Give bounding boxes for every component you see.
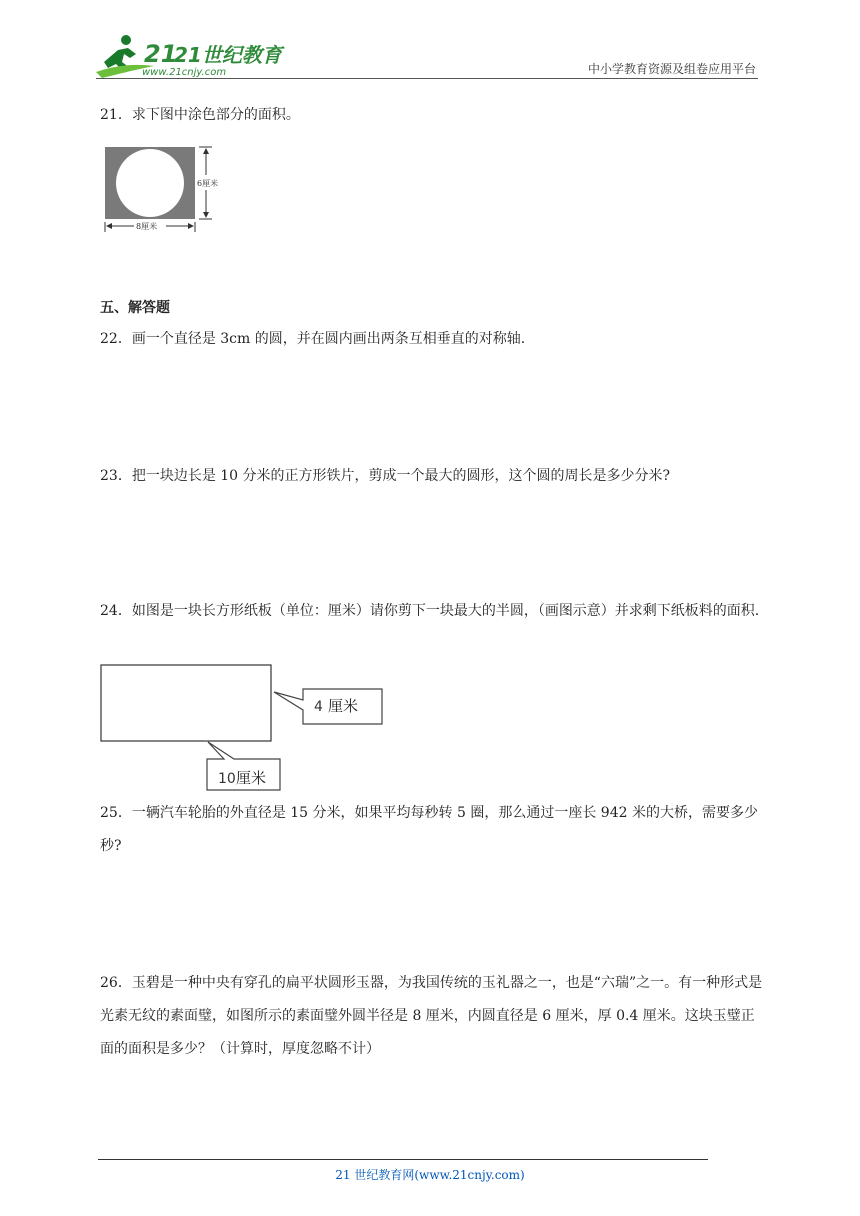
svg-text:4: 4 bbox=[314, 699, 323, 715]
svg-text:21世纪教育: 21世纪教育 bbox=[174, 43, 282, 67]
footer bbox=[0, 1166, 860, 1183]
q24-figure bbox=[98, 662, 388, 798]
footer-divider bbox=[98, 1159, 708, 1160]
svg-text:21: 21 bbox=[144, 40, 178, 68]
svg-text:10: 10 bbox=[218, 771, 236, 787]
svg-text:厘米: 厘米 bbox=[328, 697, 359, 715]
platform-name: 中小学教育资源及组卷应用平台 bbox=[587, 62, 756, 76]
question-21: 21．求下图中涂色部分的面积。 bbox=[100, 107, 300, 123]
footer-site-link[interactable]: 21 世纪教育网(www.21cnjy.com) bbox=[335, 1168, 525, 1182]
question-24: 24．如图是一块长方形纸板（单位：厘米）请你剪下一块最大的半圆，（画图示意）并求剩下纸板料的面积. bbox=[100, 603, 760, 619]
question-23: 23．把一块边长是 10 分米的正方形铁片，剪成一个最大的圆形，这个圆的周长是多少分米? bbox=[100, 468, 671, 484]
paper-rectangle bbox=[101, 665, 271, 741]
svg-text:厘米: 厘米 bbox=[236, 769, 267, 787]
height-label: 6厘米 bbox=[197, 179, 219, 188]
runner-logo-icon bbox=[94, 32, 282, 80]
header-divider bbox=[96, 78, 758, 79]
q21-figure bbox=[100, 142, 225, 238]
site-logo bbox=[94, 32, 282, 80]
question-26: 26．玉碧是一种中央有穿孔的扁平状圆形玉器，为我国传统的玉礼器之一，也是“六瑞”之一。有一种形式是光素无纹的素面璧，如图所示的素面璧外圆半径是 8 厘米，内圆直径是 6 厘米，厚 0.4 厘米。这块玉璧正面的面积是多少？（计算时，厚度忽略不计） bbox=[100, 975, 763, 1057]
svg-text:www.21cnjy.com: www.21cnjy.com bbox=[142, 67, 227, 78]
width-label: 8厘米 bbox=[136, 222, 158, 231]
question-22: 22．画一个直径是 3cm 的圆，并在圆内画出两条互相垂直的对称轴. bbox=[100, 331, 526, 347]
white-circle bbox=[116, 149, 184, 217]
section-title: 五、解答题 bbox=[100, 300, 170, 316]
question-25: 25．一辆汽车轮胎的外直径是 15 分米，如果平均每秒转 5 圈，那么通过一座长 942 米的大桥，需要多少秒? bbox=[100, 805, 758, 854]
